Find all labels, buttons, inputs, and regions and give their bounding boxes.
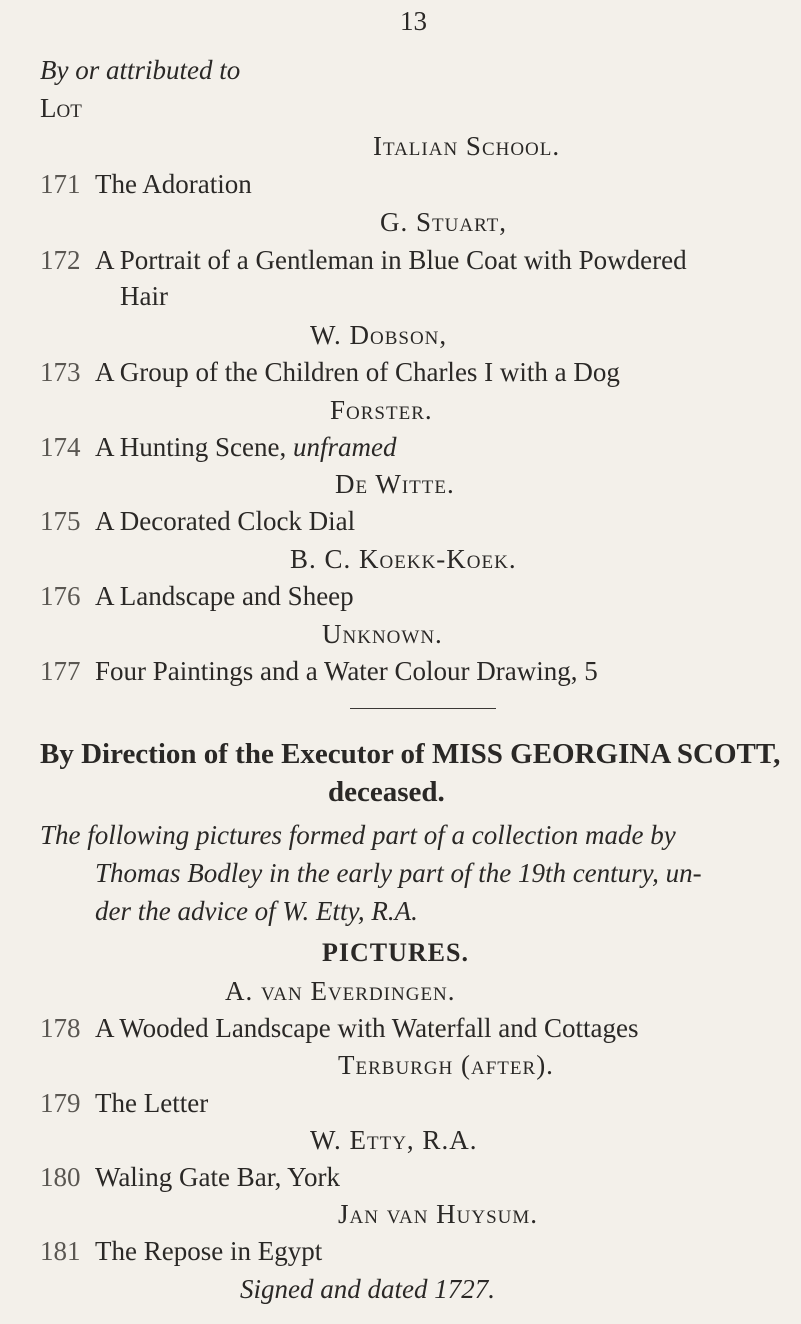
signed-note: Signed and dated 1727.	[240, 1274, 495, 1304]
artist-name: Unknown.	[322, 619, 443, 649]
lot-title: The Repose in Egypt	[95, 1236, 323, 1266]
lot-title: The Letter	[95, 1088, 209, 1118]
lot-column-label: Lot	[40, 93, 82, 123]
attribution-header: By or attributed to	[40, 55, 241, 85]
lot-number: 174	[40, 432, 81, 462]
artist-name: Terburgh (after).	[338, 1050, 554, 1080]
direction-heading: By Direction of the Executor of MISS GEORGINA SCOTT,	[40, 738, 781, 770]
intro-text-line: The following pictures formed part of a collection made by	[40, 820, 676, 850]
lot-title: Four Paintings and a Water Colour Drawing, 5	[95, 656, 598, 686]
artist-name: A. van Everdingen.	[225, 976, 456, 1006]
lot-number: 176	[40, 581, 81, 611]
artist-name: B. C. Koekk-Koek.	[290, 544, 517, 574]
intro-text-line: der the advice of W. Etty, R.A.	[95, 896, 418, 926]
lot-number: 177	[40, 656, 81, 686]
lot-title: The Adoration	[95, 169, 252, 199]
lot-number: 178	[40, 1013, 81, 1043]
lot-title: Waling Gate Bar, York	[95, 1162, 340, 1192]
pictures-heading: PICTURES.	[322, 938, 469, 967]
intro-text-line: Thomas Bodley in the early part of the 19th century, un-	[95, 858, 702, 888]
lot-title-continued: Hair	[120, 281, 168, 311]
lot-number: 171	[40, 169, 81, 199]
section-divider	[350, 708, 496, 709]
lot-number: 172	[40, 245, 81, 275]
page-number: 13	[400, 6, 427, 36]
lot-number: 173	[40, 357, 81, 387]
artist-name: De Witte.	[335, 469, 455, 499]
artist-name: Forster.	[330, 395, 433, 425]
lot-number: 179	[40, 1088, 81, 1118]
lot-title: A Portrait of a Gentleman in Blue Coat with Powdered	[95, 245, 687, 275]
lot-title: A Landscape and Sheep	[95, 581, 354, 611]
artist-name: Jan van Huysum.	[338, 1199, 539, 1229]
artist-name: G. Stuart,	[380, 207, 507, 237]
lot-title: A Hunting Scene, unframed	[95, 432, 397, 462]
lot-number: 180	[40, 1162, 81, 1192]
lot-title: A Decorated Clock Dial	[95, 506, 356, 536]
school-heading: Italian School.	[373, 131, 561, 161]
lot-number: 181	[40, 1236, 81, 1266]
deceased-label: deceased.	[328, 776, 445, 808]
artist-name: W. Dobson,	[310, 320, 448, 350]
lot-title: A Group of the Children of Charles I with a Dog	[95, 357, 620, 387]
lot-title: A Wooded Landscape with Waterfall and Cottages	[95, 1013, 639, 1043]
lot-number: 175	[40, 506, 81, 536]
artist-name: W. Etty, R.A.	[310, 1125, 478, 1155]
